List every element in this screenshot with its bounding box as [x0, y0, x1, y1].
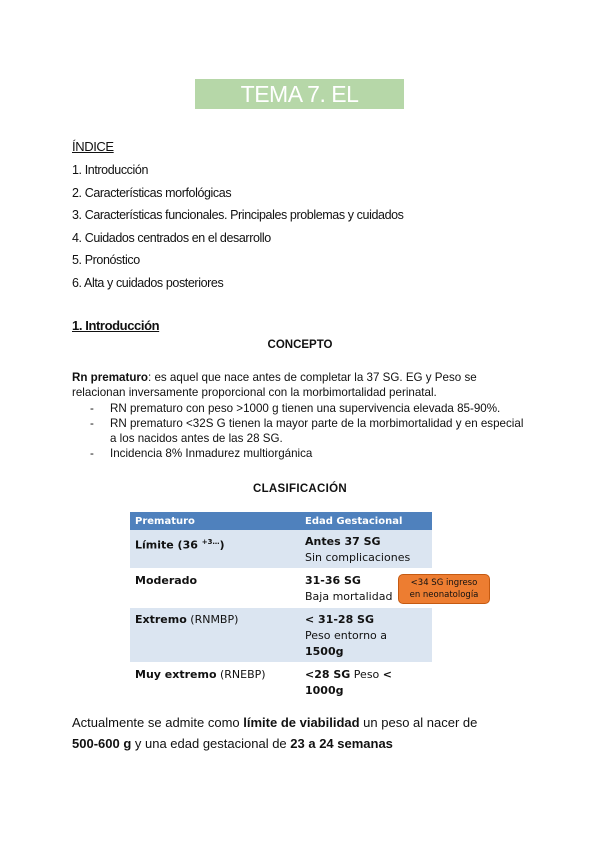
list-item [72, 446, 532, 461]
bullet-dash: - [90, 447, 94, 460]
definition-paragraph [72, 370, 532, 400]
list-item [72, 416, 532, 446]
age-cell: < 31-28 SG Peso entorno a 1500g [300, 608, 432, 663]
table-row [130, 663, 432, 702]
bullet-dash: - [90, 402, 94, 415]
table-header-row [130, 512, 432, 530]
index-item: 1. Introducción [72, 163, 148, 177]
classification-title: CLASIFICACIÓN [253, 483, 347, 495]
category-cell: Límite (36 $^{+3\dots}$) [130, 530, 300, 569]
table-row [130, 608, 432, 663]
index-list [72, 162, 404, 297]
concept-bullets [72, 401, 532, 461]
badge-line: en neonatología [409, 590, 479, 600]
table-row [130, 530, 432, 569]
list-item [72, 401, 532, 416]
category-cell: Muy extremo (RNEBP) [130, 663, 300, 702]
table-row [130, 569, 432, 608]
bullet-text: RN prematuro con peso >1000 g tienen una supervivencia elevada 85-90%. [110, 402, 501, 415]
page-title: TEMA 7. EL PREMATURO [195, 79, 404, 109]
age-cell: 31-36 SG Baja mortalidad [300, 569, 432, 608]
bullet-dash: - [90, 417, 94, 430]
index-item: 5. Pronóstico [72, 253, 140, 267]
badge-line: <34 SG ingreso [410, 578, 478, 588]
column-header: Edad Gestacional [300, 512, 432, 530]
age-cell: Antes 37 SG Sin complicaciones [300, 530, 432, 569]
definition-text: : es aquel que nace antes de completar la 37 SG. EG y Peso se relacionan inversamente proporcional con la morbimortalidad perinatal. [72, 371, 477, 399]
index-item: 3. Características funcionales. Principales problemas y cuidados [72, 208, 404, 222]
index-heading: ÍNDICE [72, 139, 114, 154]
nicu-admission-badge [398, 574, 490, 604]
index-item: 4. Cuidados centrados en el desarrollo [72, 230, 271, 245]
column-header: Prematuro [130, 512, 300, 530]
bullet-text: RN prematuro <32S G tienen la mayor parte de la morbimortalidad y en especial a los nacidos antes de las 28 SG. [110, 417, 524, 445]
concepto-title: CONCEPTO [267, 339, 333, 351]
category-cell: Moderado [130, 569, 300, 608]
category-cell: Extremo (RNMBP) [130, 608, 300, 663]
age-cell: <28 SG Peso < 1000g [300, 663, 432, 702]
classification-table [130, 512, 432, 702]
section-heading-introduccion: 1. Introducción [72, 318, 160, 333]
bullet-text: Incidencia 8% Inmadurez multiorgánica [110, 447, 313, 460]
viability-paragraph: Actualmente se admite como límite de viabilidad un peso al nacer de 500-600 g y una edad gestacional de 23 a 24 semanas [72, 715, 478, 751]
index-item: 2. Características morfológicas [72, 185, 232, 200]
index-item: 6. Alta y cuidados posteriores [72, 275, 224, 290]
definition-term: Rn prematuro [72, 371, 149, 384]
